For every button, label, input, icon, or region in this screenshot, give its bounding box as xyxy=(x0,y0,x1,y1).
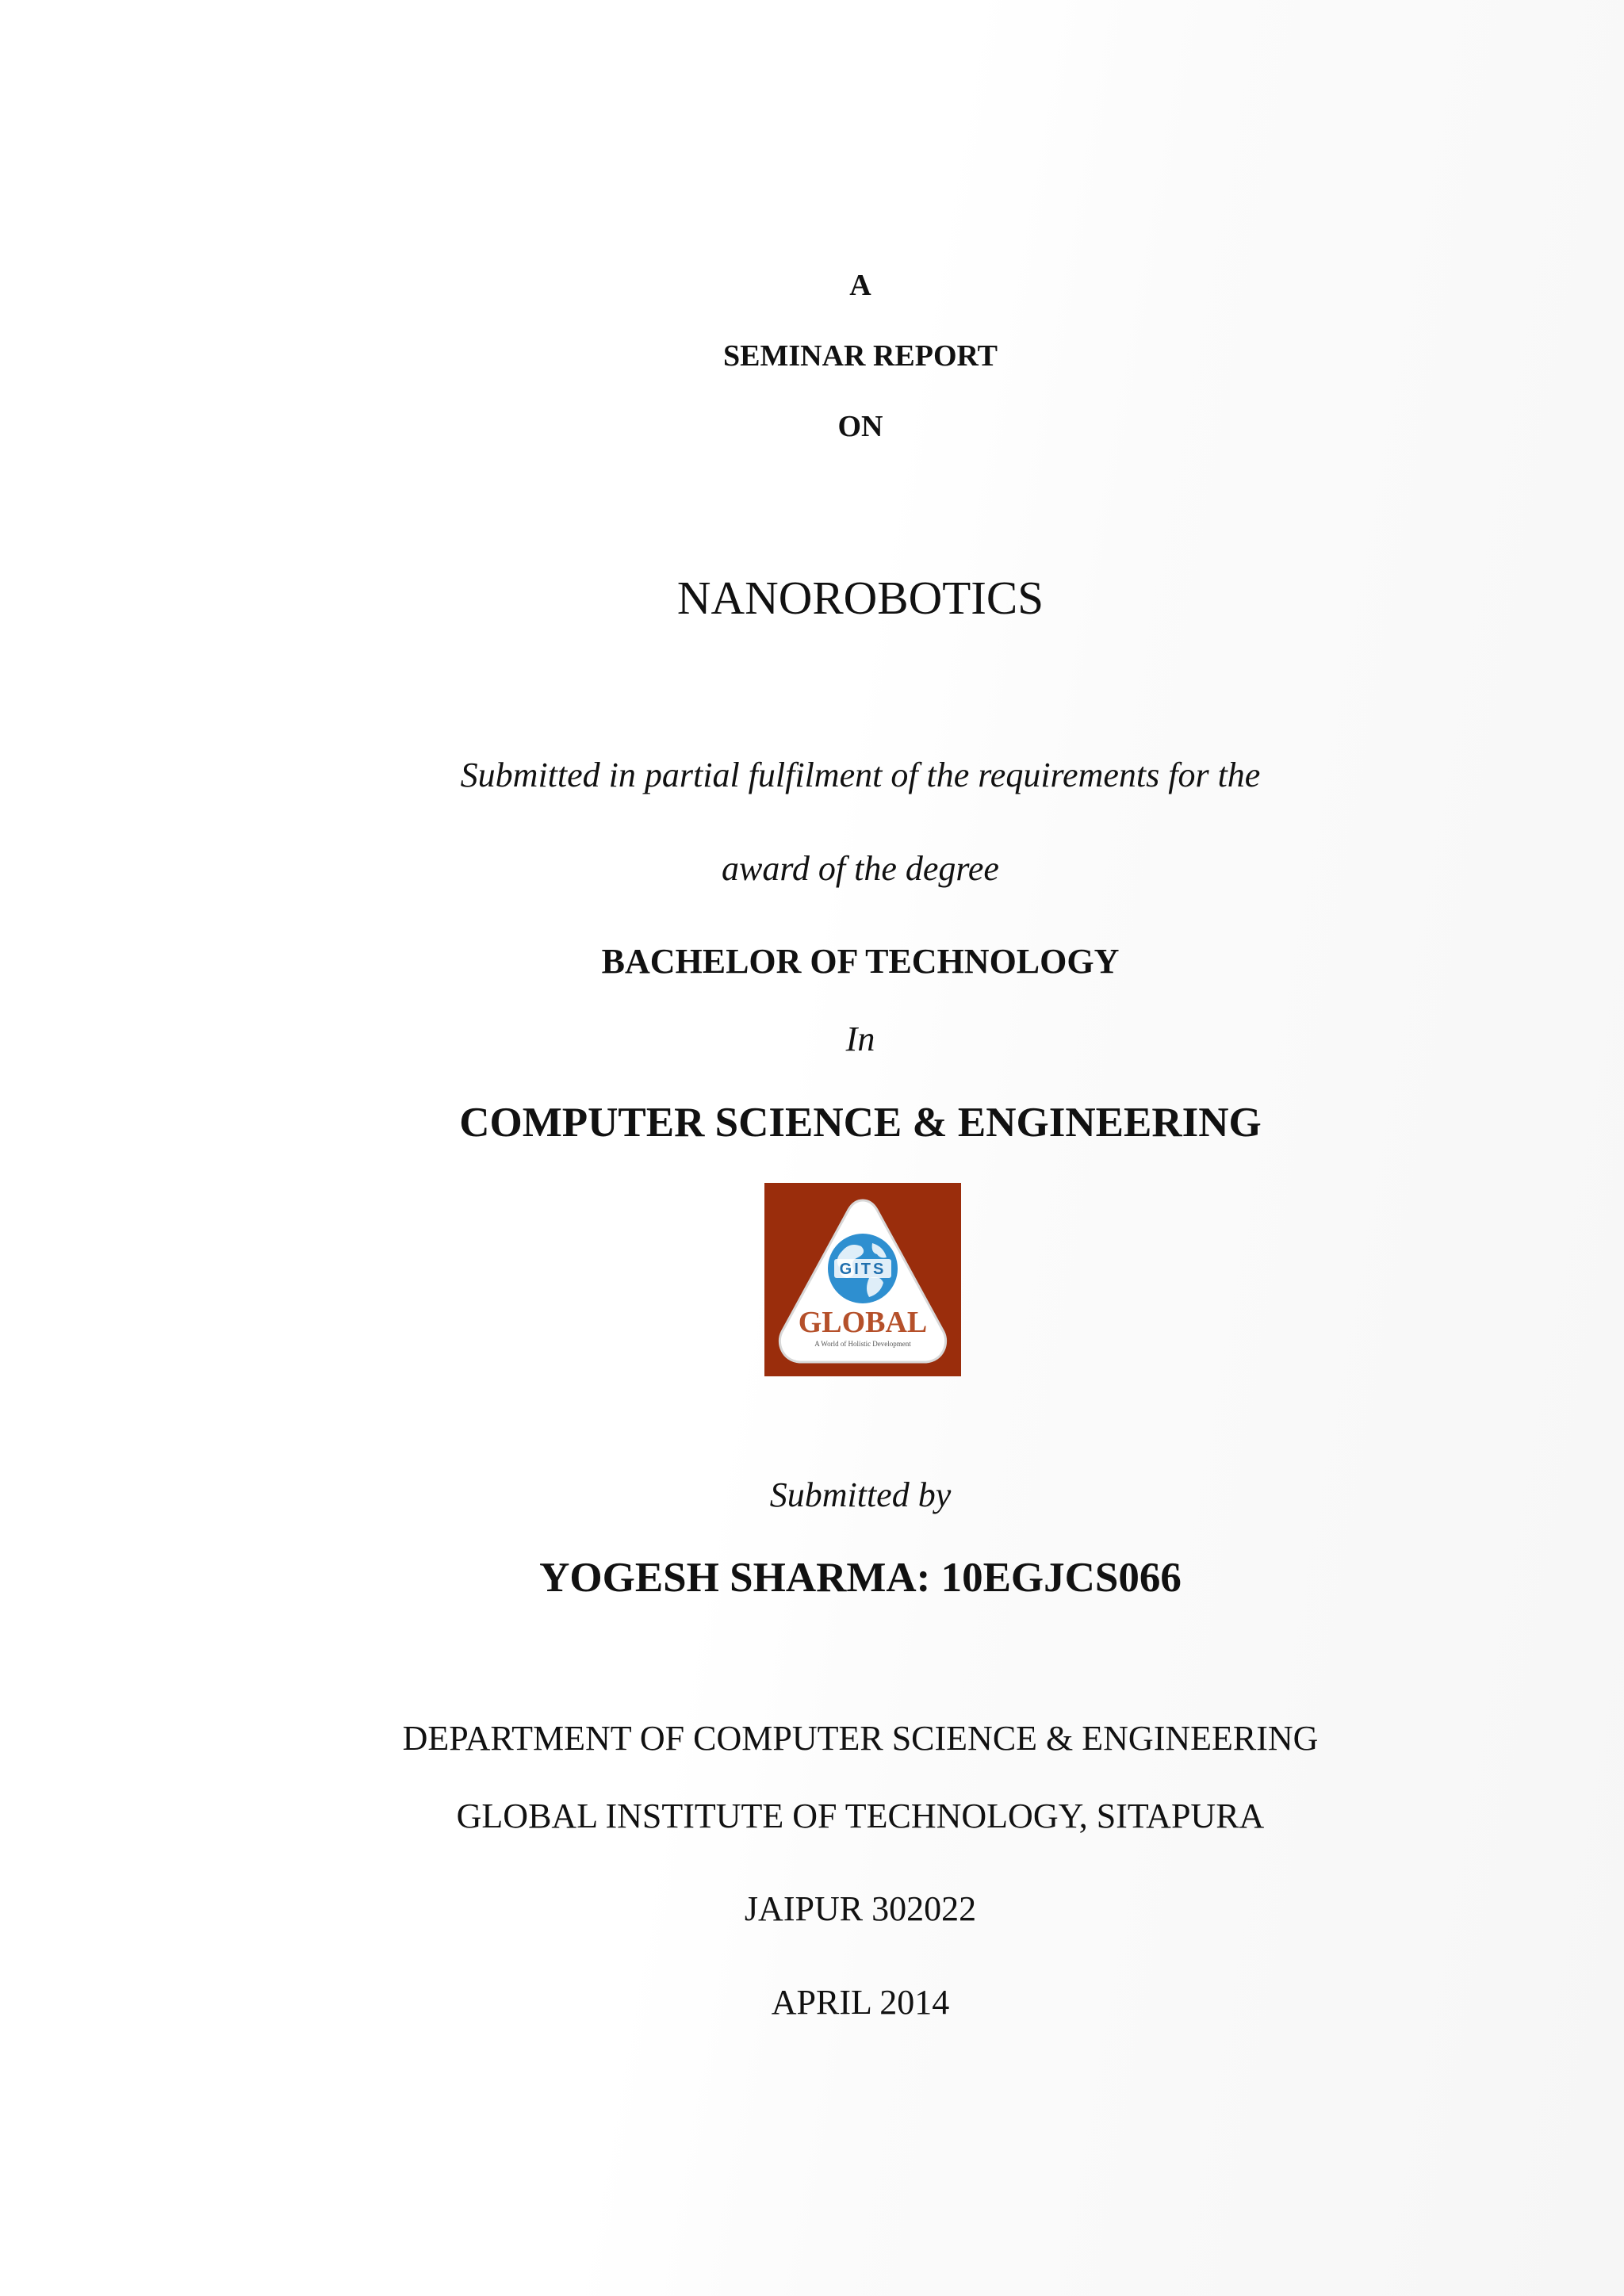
logo-tagline: A World of Holistic Development xyxy=(814,1340,911,1348)
cover-line-on: ON xyxy=(837,410,883,443)
submitted-by-label: Submitted by xyxy=(769,1475,952,1514)
report-title: NANOROBOTICS xyxy=(676,572,1044,624)
author-name-and-roll: YOGESH SHARMA: 10EGJCS066 xyxy=(539,1555,1182,1601)
branch-name: COMPUTER SCIENCE & ENGINEERING xyxy=(459,1100,1262,1146)
cover-line-seminar-report: SEMINAR REPORT xyxy=(723,339,998,373)
gits-global-logo xyxy=(764,1183,961,1376)
submission-statement-line2: award of the degree xyxy=(722,849,999,888)
degree-name: BACHELOR OF TECHNOLOGY xyxy=(601,942,1120,981)
logo-wordmark: GLOBAL xyxy=(798,1306,928,1339)
degree-in-word: In xyxy=(845,1020,875,1058)
institute-city: JAIPUR 302022 xyxy=(744,1889,977,1928)
institute-name: GLOBAL INSTITUTE OF TECHNOLOGY, SITAPURA xyxy=(456,1797,1265,1835)
department-name: DEPARTMENT OF COMPUTER SCIENCE & ENGINEERING xyxy=(402,1719,1319,1758)
submission-statement-line1: Submitted in partial fulfilment of the requirements for the xyxy=(460,756,1261,794)
submission-date: APRIL 2014 xyxy=(771,1983,950,2022)
cover-line-a: A xyxy=(849,269,871,302)
logo-badge-text: GITS xyxy=(839,1261,887,1278)
